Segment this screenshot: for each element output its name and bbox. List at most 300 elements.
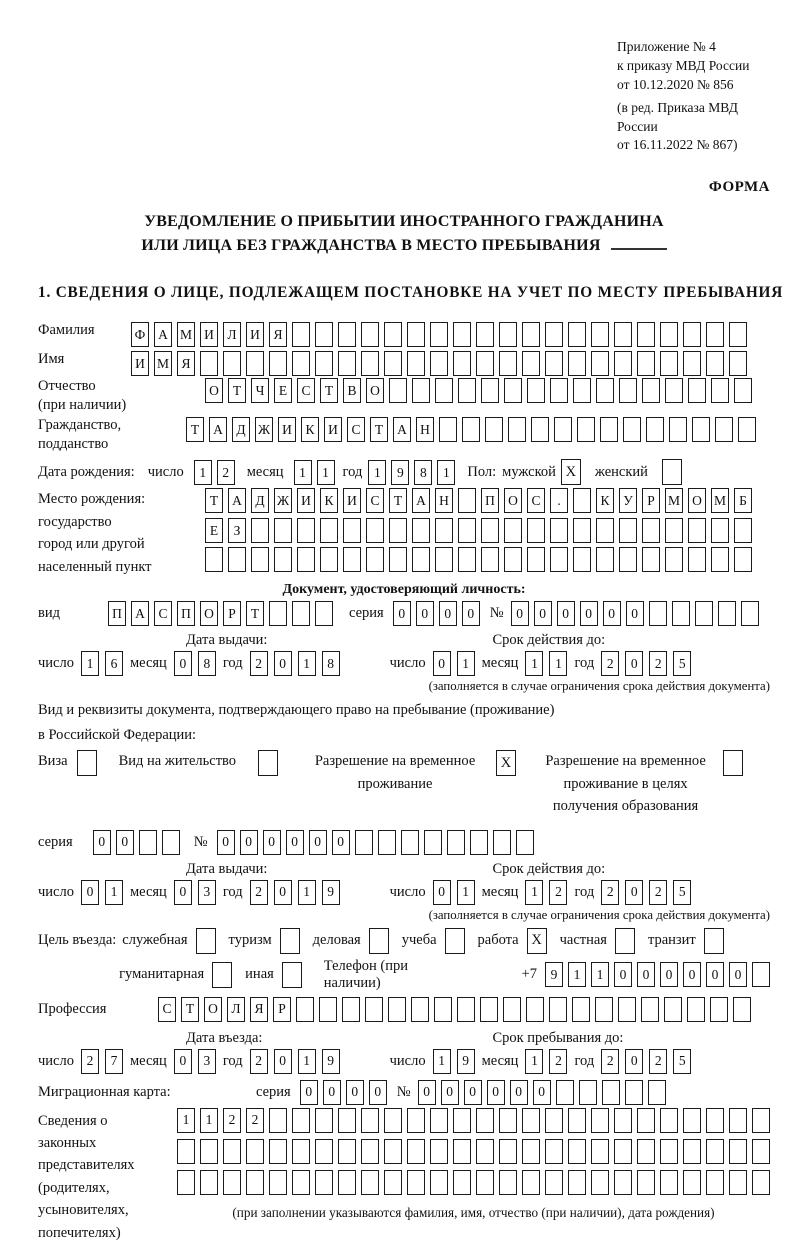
char-cell[interactable] bbox=[366, 518, 384, 543]
char-cell[interactable]: 0 bbox=[534, 601, 552, 626]
char-cell[interactable] bbox=[453, 351, 471, 376]
purpose-checkbox[interactable] bbox=[369, 928, 389, 954]
purpose-checkbox[interactable] bbox=[212, 962, 232, 988]
char-cell[interactable]: О bbox=[200, 601, 218, 626]
char-cell[interactable] bbox=[531, 417, 549, 442]
char-cell[interactable]: 1 bbox=[433, 1049, 451, 1074]
char-cell[interactable] bbox=[752, 962, 770, 987]
char-cell[interactable] bbox=[504, 547, 522, 572]
char-cell[interactable] bbox=[177, 1139, 195, 1164]
char-cell[interactable] bbox=[596, 518, 614, 543]
char-cell[interactable] bbox=[641, 997, 659, 1022]
char-cell[interactable] bbox=[320, 518, 338, 543]
char-cell[interactable] bbox=[162, 830, 180, 855]
char-cell[interactable]: 0 bbox=[274, 651, 292, 676]
char-cell[interactable]: Р bbox=[642, 488, 660, 513]
char-cell[interactable]: А bbox=[131, 601, 149, 626]
char-cell[interactable] bbox=[342, 997, 360, 1022]
char-cell[interactable]: А bbox=[228, 488, 246, 513]
char-cell[interactable]: С bbox=[527, 488, 545, 513]
char-cell[interactable] bbox=[591, 1170, 609, 1195]
char-cell[interactable] bbox=[384, 351, 402, 376]
char-cell[interactable]: 2 bbox=[549, 1049, 567, 1074]
char-cell[interactable]: П bbox=[108, 601, 126, 626]
char-cell[interactable]: И bbox=[200, 322, 218, 347]
char-cell[interactable] bbox=[595, 997, 613, 1022]
char-cell[interactable] bbox=[407, 1170, 425, 1195]
char-cell[interactable]: 1 bbox=[457, 880, 475, 905]
char-cell[interactable] bbox=[706, 1108, 724, 1133]
char-cell[interactable]: А bbox=[412, 488, 430, 513]
char-cell[interactable] bbox=[315, 1139, 333, 1164]
char-cell[interactable] bbox=[338, 1170, 356, 1195]
char-cell[interactable] bbox=[522, 322, 540, 347]
purpose-checkbox[interactable]: X bbox=[527, 928, 547, 954]
char-cell[interactable] bbox=[579, 1080, 597, 1105]
char-cell[interactable]: Я bbox=[177, 351, 195, 376]
char-cell[interactable] bbox=[389, 547, 407, 572]
char-cell[interactable] bbox=[430, 1108, 448, 1133]
char-cell[interactable]: 1 bbox=[298, 1049, 316, 1074]
char-cell[interactable] bbox=[618, 997, 636, 1022]
char-cell[interactable] bbox=[320, 547, 338, 572]
char-cell[interactable] bbox=[715, 417, 733, 442]
char-cell[interactable]: 0 bbox=[660, 962, 678, 987]
char-cell[interactable] bbox=[692, 417, 710, 442]
char-cell[interactable] bbox=[177, 1170, 195, 1195]
char-cell[interactable] bbox=[430, 351, 448, 376]
char-cell[interactable] bbox=[573, 488, 591, 513]
char-cell[interactable] bbox=[411, 997, 429, 1022]
char-cell[interactable] bbox=[435, 378, 453, 403]
purpose-checkbox[interactable] bbox=[445, 928, 465, 954]
char-cell[interactable]: 2 bbox=[250, 1049, 268, 1074]
char-cell[interactable] bbox=[522, 1170, 540, 1195]
char-cell[interactable] bbox=[223, 1139, 241, 1164]
char-cell[interactable] bbox=[522, 1139, 540, 1164]
char-cell[interactable] bbox=[246, 1170, 264, 1195]
char-cell[interactable] bbox=[447, 830, 465, 855]
char-cell[interactable] bbox=[660, 351, 678, 376]
char-cell[interactable] bbox=[687, 997, 705, 1022]
char-cell[interactable]: 1 bbox=[200, 1108, 218, 1133]
char-cell[interactable] bbox=[503, 997, 521, 1022]
char-cell[interactable] bbox=[274, 518, 292, 543]
char-cell[interactable] bbox=[637, 1170, 655, 1195]
purpose-checkbox[interactable] bbox=[280, 928, 300, 954]
char-cell[interactable]: Р bbox=[273, 997, 291, 1022]
char-cell[interactable] bbox=[527, 547, 545, 572]
char-cell[interactable]: 1 bbox=[525, 1049, 543, 1074]
char-cell[interactable]: 0 bbox=[614, 962, 632, 987]
temp-permit-checkbox[interactable]: X bbox=[496, 750, 516, 776]
char-cell[interactable]: 0 bbox=[217, 830, 235, 855]
char-cell[interactable]: И bbox=[278, 417, 296, 442]
char-cell[interactable] bbox=[407, 1139, 425, 1164]
char-cell[interactable] bbox=[637, 322, 655, 347]
char-cell[interactable]: 7 bbox=[105, 1049, 123, 1074]
char-cell[interactable]: 0 bbox=[93, 830, 111, 855]
char-cell[interactable] bbox=[729, 1139, 747, 1164]
char-cell[interactable] bbox=[669, 417, 687, 442]
char-cell[interactable] bbox=[384, 1108, 402, 1133]
char-cell[interactable] bbox=[550, 518, 568, 543]
char-cell[interactable] bbox=[315, 1108, 333, 1133]
char-cell[interactable]: М bbox=[177, 322, 195, 347]
char-cell[interactable]: Л bbox=[227, 997, 245, 1022]
char-cell[interactable] bbox=[591, 1108, 609, 1133]
char-cell[interactable]: 0 bbox=[510, 1080, 528, 1105]
char-cell[interactable] bbox=[706, 1170, 724, 1195]
char-cell[interactable]: 0 bbox=[511, 601, 529, 626]
char-cell[interactable] bbox=[752, 1139, 770, 1164]
char-cell[interactable] bbox=[614, 1170, 632, 1195]
char-cell[interactable] bbox=[711, 547, 729, 572]
char-cell[interactable] bbox=[550, 378, 568, 403]
char-cell[interactable] bbox=[292, 601, 310, 626]
char-cell[interactable] bbox=[738, 417, 756, 442]
char-cell[interactable]: 2 bbox=[246, 1108, 264, 1133]
char-cell[interactable] bbox=[573, 378, 591, 403]
char-cell[interactable] bbox=[602, 1080, 620, 1105]
char-cell[interactable]: 1 bbox=[298, 651, 316, 676]
char-cell[interactable]: 1 bbox=[368, 460, 386, 485]
char-cell[interactable] bbox=[688, 547, 706, 572]
char-cell[interactable]: 1 bbox=[457, 651, 475, 676]
char-cell[interactable] bbox=[554, 417, 572, 442]
char-cell[interactable] bbox=[619, 378, 637, 403]
visa-checkbox[interactable] bbox=[77, 750, 97, 776]
edu-permit-checkbox[interactable] bbox=[723, 750, 743, 776]
char-cell[interactable] bbox=[729, 351, 747, 376]
char-cell[interactable] bbox=[568, 1108, 586, 1133]
char-cell[interactable] bbox=[556, 1080, 574, 1105]
char-cell[interactable] bbox=[458, 378, 476, 403]
char-cell[interactable] bbox=[297, 518, 315, 543]
char-cell[interactable] bbox=[688, 518, 706, 543]
char-cell[interactable] bbox=[476, 322, 494, 347]
char-cell[interactable]: А bbox=[154, 322, 172, 347]
char-cell[interactable]: 2 bbox=[601, 1049, 619, 1074]
char-cell[interactable]: П bbox=[177, 601, 195, 626]
char-cell[interactable]: 0 bbox=[706, 962, 724, 987]
char-cell[interactable]: 2 bbox=[223, 1108, 241, 1133]
char-cell[interactable] bbox=[457, 997, 475, 1022]
char-cell[interactable]: Ф bbox=[131, 322, 149, 347]
char-cell[interactable] bbox=[734, 518, 752, 543]
char-cell[interactable] bbox=[549, 997, 567, 1022]
char-cell[interactable] bbox=[499, 1108, 517, 1133]
char-cell[interactable]: У bbox=[619, 488, 637, 513]
char-cell[interactable] bbox=[139, 830, 157, 855]
char-cell[interactable] bbox=[493, 830, 511, 855]
char-cell[interactable] bbox=[711, 378, 729, 403]
char-cell[interactable] bbox=[734, 547, 752, 572]
char-cell[interactable] bbox=[401, 830, 419, 855]
char-cell[interactable]: Ч bbox=[251, 378, 269, 403]
char-cell[interactable] bbox=[614, 351, 632, 376]
char-cell[interactable]: П bbox=[481, 488, 499, 513]
char-cell[interactable] bbox=[642, 518, 660, 543]
char-cell[interactable]: 0 bbox=[240, 830, 258, 855]
char-cell[interactable] bbox=[499, 1170, 517, 1195]
char-cell[interactable] bbox=[246, 351, 264, 376]
char-cell[interactable] bbox=[476, 1170, 494, 1195]
char-cell[interactable] bbox=[435, 518, 453, 543]
char-cell[interactable]: 0 bbox=[464, 1080, 482, 1105]
char-cell[interactable]: 2 bbox=[250, 651, 268, 676]
char-cell[interactable]: В bbox=[343, 378, 361, 403]
char-cell[interactable]: И bbox=[131, 351, 149, 376]
char-cell[interactable]: М bbox=[665, 488, 683, 513]
char-cell[interactable]: Д bbox=[232, 417, 250, 442]
char-cell[interactable]: Н bbox=[435, 488, 453, 513]
char-cell[interactable]: 0 bbox=[323, 1080, 341, 1105]
char-cell[interactable] bbox=[228, 547, 246, 572]
char-cell[interactable]: Ж bbox=[255, 417, 273, 442]
purpose-checkbox[interactable] bbox=[196, 928, 216, 954]
char-cell[interactable] bbox=[508, 417, 526, 442]
char-cell[interactable] bbox=[648, 1080, 666, 1105]
char-cell[interactable] bbox=[729, 1170, 747, 1195]
char-cell[interactable]: Н bbox=[416, 417, 434, 442]
char-cell[interactable] bbox=[706, 322, 724, 347]
char-cell[interactable] bbox=[660, 1170, 678, 1195]
char-cell[interactable]: Я bbox=[250, 997, 268, 1022]
char-cell[interactable] bbox=[412, 547, 430, 572]
char-cell[interactable] bbox=[711, 518, 729, 543]
char-cell[interactable] bbox=[545, 322, 563, 347]
char-cell[interactable] bbox=[389, 518, 407, 543]
char-cell[interactable] bbox=[642, 547, 660, 572]
char-cell[interactable] bbox=[545, 1170, 563, 1195]
char-cell[interactable]: Р bbox=[223, 601, 241, 626]
char-cell[interactable]: М bbox=[711, 488, 729, 513]
char-cell[interactable] bbox=[361, 1108, 379, 1133]
char-cell[interactable]: 1 bbox=[317, 460, 335, 485]
char-cell[interactable] bbox=[481, 547, 499, 572]
char-cell[interactable]: 0 bbox=[300, 1080, 318, 1105]
char-cell[interactable]: 0 bbox=[487, 1080, 505, 1105]
char-cell[interactable] bbox=[637, 351, 655, 376]
char-cell[interactable] bbox=[412, 518, 430, 543]
purpose-checkbox[interactable] bbox=[704, 928, 724, 954]
char-cell[interactable] bbox=[296, 997, 314, 1022]
char-cell[interactable] bbox=[614, 1108, 632, 1133]
char-cell[interactable] bbox=[453, 322, 471, 347]
char-cell[interactable]: 2 bbox=[649, 880, 667, 905]
char-cell[interactable] bbox=[573, 547, 591, 572]
char-cell[interactable] bbox=[481, 378, 499, 403]
char-cell[interactable] bbox=[545, 1139, 563, 1164]
char-cell[interactable] bbox=[205, 547, 223, 572]
char-cell[interactable] bbox=[458, 547, 476, 572]
char-cell[interactable]: 5 bbox=[673, 880, 691, 905]
char-cell[interactable]: 0 bbox=[332, 830, 350, 855]
char-cell[interactable]: Т bbox=[320, 378, 338, 403]
char-cell[interactable]: 0 bbox=[626, 601, 644, 626]
char-cell[interactable] bbox=[545, 351, 563, 376]
char-cell[interactable] bbox=[683, 1139, 701, 1164]
char-cell[interactable] bbox=[591, 322, 609, 347]
char-cell[interactable] bbox=[378, 830, 396, 855]
residence-permit-checkbox[interactable] bbox=[258, 750, 278, 776]
char-cell[interactable] bbox=[251, 518, 269, 543]
char-cell[interactable] bbox=[315, 351, 333, 376]
char-cell[interactable]: 1 bbox=[437, 460, 455, 485]
char-cell[interactable]: 1 bbox=[81, 651, 99, 676]
char-cell[interactable]: К bbox=[596, 488, 614, 513]
char-cell[interactable] bbox=[365, 997, 383, 1022]
char-cell[interactable] bbox=[338, 322, 356, 347]
char-cell[interactable] bbox=[660, 1139, 678, 1164]
char-cell[interactable] bbox=[734, 378, 752, 403]
char-cell[interactable] bbox=[292, 1139, 310, 1164]
char-cell[interactable]: 2 bbox=[250, 880, 268, 905]
char-cell[interactable]: 0 bbox=[174, 880, 192, 905]
char-cell[interactable] bbox=[665, 547, 683, 572]
char-cell[interactable]: 0 bbox=[274, 880, 292, 905]
char-cell[interactable] bbox=[424, 830, 442, 855]
char-cell[interactable] bbox=[600, 417, 618, 442]
char-cell[interactable]: К bbox=[301, 417, 319, 442]
char-cell[interactable] bbox=[430, 1170, 448, 1195]
char-cell[interactable]: 1 bbox=[294, 460, 312, 485]
char-cell[interactable] bbox=[664, 997, 682, 1022]
char-cell[interactable]: Т bbox=[246, 601, 264, 626]
char-cell[interactable] bbox=[292, 322, 310, 347]
char-cell[interactable] bbox=[665, 518, 683, 543]
char-cell[interactable]: Б bbox=[734, 488, 752, 513]
char-cell[interactable]: 5 bbox=[673, 651, 691, 676]
char-cell[interactable] bbox=[499, 1139, 517, 1164]
char-cell[interactable] bbox=[355, 830, 373, 855]
char-cell[interactable] bbox=[476, 1108, 494, 1133]
char-cell[interactable]: 0 bbox=[286, 830, 304, 855]
char-cell[interactable]: 1 bbox=[525, 880, 543, 905]
char-cell[interactable]: К bbox=[320, 488, 338, 513]
char-cell[interactable] bbox=[453, 1170, 471, 1195]
char-cell[interactable] bbox=[577, 417, 595, 442]
char-cell[interactable] bbox=[251, 547, 269, 572]
char-cell[interactable]: 2 bbox=[81, 1049, 99, 1074]
purpose-checkbox[interactable] bbox=[615, 928, 635, 954]
char-cell[interactable] bbox=[315, 322, 333, 347]
char-cell[interactable] bbox=[453, 1108, 471, 1133]
char-cell[interactable]: 9 bbox=[457, 1049, 475, 1074]
char-cell[interactable]: 0 bbox=[274, 1049, 292, 1074]
char-cell[interactable] bbox=[545, 1108, 563, 1133]
char-cell[interactable]: 9 bbox=[322, 1049, 340, 1074]
char-cell[interactable] bbox=[297, 547, 315, 572]
char-cell[interactable]: 0 bbox=[416, 601, 434, 626]
char-cell[interactable]: 8 bbox=[198, 651, 216, 676]
char-cell[interactable] bbox=[430, 322, 448, 347]
char-cell[interactable]: И bbox=[324, 417, 342, 442]
char-cell[interactable] bbox=[361, 351, 379, 376]
char-cell[interactable]: 0 bbox=[433, 651, 451, 676]
char-cell[interactable] bbox=[660, 1108, 678, 1133]
char-cell[interactable] bbox=[710, 997, 728, 1022]
char-cell[interactable] bbox=[412, 378, 430, 403]
char-cell[interactable]: О bbox=[366, 378, 384, 403]
char-cell[interactable] bbox=[246, 1139, 264, 1164]
char-cell[interactable] bbox=[223, 351, 241, 376]
char-cell[interactable]: 0 bbox=[557, 601, 575, 626]
char-cell[interactable]: 0 bbox=[462, 601, 480, 626]
char-cell[interactable]: Ж bbox=[274, 488, 292, 513]
char-cell[interactable]: З bbox=[228, 518, 246, 543]
char-cell[interactable] bbox=[568, 1170, 586, 1195]
char-cell[interactable] bbox=[568, 1139, 586, 1164]
char-cell[interactable] bbox=[591, 351, 609, 376]
char-cell[interactable]: Т bbox=[389, 488, 407, 513]
char-cell[interactable]: 3 bbox=[198, 1049, 216, 1074]
char-cell[interactable]: Т bbox=[370, 417, 388, 442]
char-cell[interactable] bbox=[338, 351, 356, 376]
char-cell[interactable] bbox=[683, 351, 701, 376]
char-cell[interactable] bbox=[338, 1108, 356, 1133]
char-cell[interactable]: 0 bbox=[683, 962, 701, 987]
char-cell[interactable] bbox=[476, 351, 494, 376]
char-cell[interactable] bbox=[361, 1139, 379, 1164]
char-cell[interactable] bbox=[614, 322, 632, 347]
char-cell[interactable] bbox=[516, 830, 534, 855]
char-cell[interactable]: . bbox=[550, 488, 568, 513]
purpose-checkbox[interactable] bbox=[282, 962, 302, 988]
char-cell[interactable] bbox=[683, 322, 701, 347]
char-cell[interactable] bbox=[752, 1170, 770, 1195]
char-cell[interactable] bbox=[683, 1170, 701, 1195]
char-cell[interactable]: С bbox=[158, 997, 176, 1022]
char-cell[interactable] bbox=[729, 1108, 747, 1133]
char-cell[interactable]: Л bbox=[223, 322, 241, 347]
char-cell[interactable]: Т bbox=[228, 378, 246, 403]
char-cell[interactable] bbox=[292, 351, 310, 376]
char-cell[interactable]: 0 bbox=[433, 880, 451, 905]
char-cell[interactable] bbox=[315, 1170, 333, 1195]
char-cell[interactable] bbox=[200, 351, 218, 376]
char-cell[interactable] bbox=[527, 518, 545, 543]
char-cell[interactable] bbox=[315, 601, 333, 626]
char-cell[interactable] bbox=[596, 547, 614, 572]
char-cell[interactable] bbox=[480, 997, 498, 1022]
char-cell[interactable] bbox=[292, 1108, 310, 1133]
char-cell[interactable] bbox=[384, 1170, 402, 1195]
char-cell[interactable] bbox=[458, 488, 476, 513]
char-cell[interactable]: 8 bbox=[322, 651, 340, 676]
char-cell[interactable] bbox=[683, 1108, 701, 1133]
char-cell[interactable] bbox=[481, 518, 499, 543]
char-cell[interactable] bbox=[434, 997, 452, 1022]
char-cell[interactable] bbox=[269, 1108, 287, 1133]
char-cell[interactable]: 0 bbox=[637, 962, 655, 987]
char-cell[interactable]: 0 bbox=[441, 1080, 459, 1105]
char-cell[interactable] bbox=[660, 322, 678, 347]
char-cell[interactable] bbox=[573, 518, 591, 543]
char-cell[interactable]: О bbox=[205, 378, 223, 403]
char-cell[interactable] bbox=[637, 1139, 655, 1164]
char-cell[interactable] bbox=[504, 378, 522, 403]
char-cell[interactable] bbox=[527, 378, 545, 403]
char-cell[interactable] bbox=[646, 417, 664, 442]
char-cell[interactable] bbox=[568, 322, 586, 347]
char-cell[interactable]: 0 bbox=[174, 1049, 192, 1074]
char-cell[interactable] bbox=[223, 1170, 241, 1195]
char-cell[interactable] bbox=[625, 1080, 643, 1105]
char-cell[interactable]: О bbox=[504, 488, 522, 513]
char-cell[interactable] bbox=[485, 417, 503, 442]
